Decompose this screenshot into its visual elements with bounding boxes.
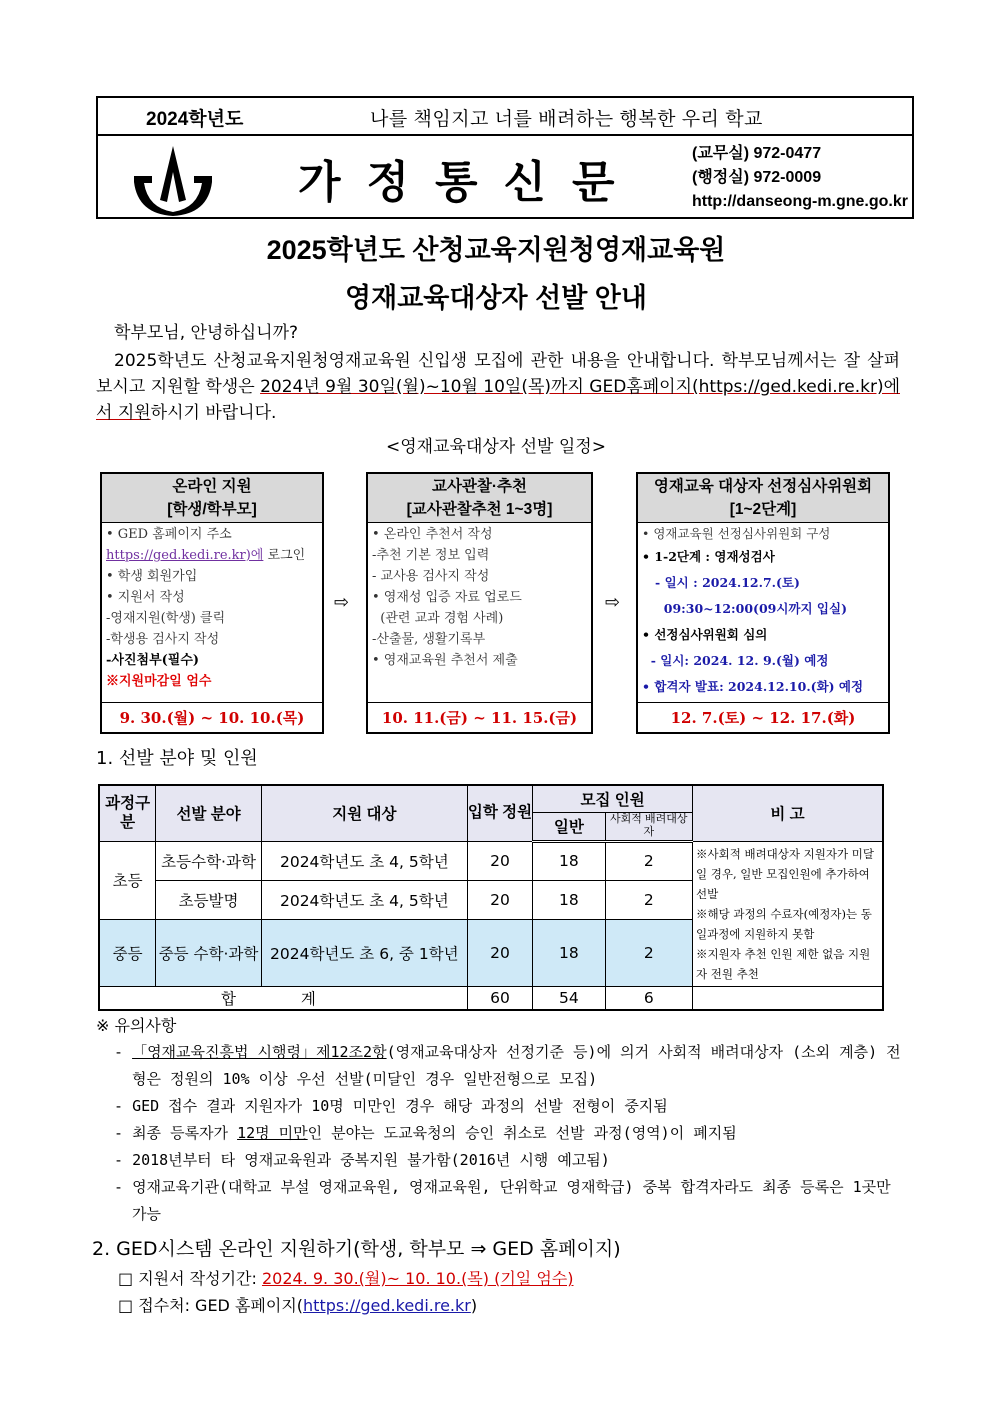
intro-deadline: 2024년 9월 30일(월)~10월 10일(목)까지 GED홈페이지(https://ged.kedi.re.kr)에서 지원 [96, 377, 900, 423]
step-period: 9. 30.(월) ~ 10. 10.(목) [119, 709, 305, 727]
cell-total-label: 합 계 [99, 986, 467, 1010]
phone-academic: (교무실) 972-0477 [692, 145, 822, 162]
arrow-right-icon: ⇨ [605, 592, 621, 613]
col-remarks: 비 고 [692, 785, 883, 841]
cell-quota: 20 [467, 919, 532, 986]
caution-item: - 2018년부터 타 영재교육원과 중복지원 불가함(2016년 시행 예고됨) [114, 1151, 610, 1169]
contact-info [692, 142, 908, 214]
cell-general: 18 [533, 880, 605, 919]
caution-item: - GED 접수 결과 지원자가 10명 미만인 경우 해당 과정의 선발 전형이 중지됨 [114, 1097, 668, 1115]
schedule-step-teacher-recommend [366, 472, 593, 734]
cell-total-general: 54 [533, 986, 605, 1010]
schedule-step-online-apply [100, 472, 324, 734]
masthead [96, 96, 914, 219]
col-social: 사회적 배려대상자 [605, 812, 692, 841]
apply-period-value: 2024. 9. 30.(월)~ 10. 10.(목) (기일 엄수) [261, 1269, 574, 1288]
step-period: 12. 7.(토) ~ 12. 17.(화) [670, 709, 856, 727]
col-field: 선발 분야 [156, 785, 262, 841]
cell-field: 초등발명 [156, 880, 262, 919]
cell-social: 2 [605, 880, 692, 919]
newsletter-title: 가정통신문 [298, 158, 641, 207]
doc-title-line2: 영재교육대상자 선발 안내 [345, 283, 647, 313]
intro-paragraph [96, 348, 900, 426]
step-period: 10. 11.(금) ~ 11. 15.(금) [381, 709, 578, 727]
school-logo-icon [128, 142, 218, 216]
cell-field: 초등수학·과학 [156, 841, 262, 880]
step-header: 교사관찰·추천 [교사관찰추천 1~3명] [368, 474, 591, 523]
cell-target: 2024학년도 초 4, 5학년 [261, 880, 467, 919]
cell-social: 2 [605, 919, 692, 986]
schedule-title: <영재교육대상자 선발 일정> [386, 437, 606, 457]
caution-item: - 영재교육기관(대학교 부설 영재교육원, 영재교육원, 단위학교 영재학급) 중복 합격자라도 최종 등록은 1곳만 가능 [114, 1178, 891, 1223]
school-motto: 나를 책임지고 너를 배려하는 행복한 우리 학교 [370, 109, 763, 130]
cell-total-quota: 60 [467, 986, 532, 1010]
cautions [96, 1012, 902, 1228]
step-header: 영재교육 대상자 선정심사위원회 [1~2단계] [638, 474, 888, 523]
cell-quota: 20 [467, 880, 532, 919]
cell-remarks: ※사회적 배려대상자 지원자가 미달일 경우, 일반 모집인원에 추가하여 선발 ※해당 과정의 수료자(예정자)는 동일과정에 지원하지 못함 ※지원자 추천 인원 제한 없음 지원자 전원 추천 [692, 841, 883, 986]
arrow-right-icon: ⇨ [334, 592, 350, 613]
cell-course: 초등 [99, 841, 156, 919]
cautions-heading: ※ 유의사항 [96, 1016, 177, 1035]
intro-text: 2025학년도 산청교육지원청영재교육원 신입생 모집에 관한 내용을 안내합니다. 학부모님께서는 잘 살펴보시고 지원할 학생은 [96, 351, 900, 397]
cell-total-remarks [692, 986, 883, 1010]
col-target: 지원 대상 [261, 785, 467, 841]
intro-text-end: 하시기 바랍니다. [150, 403, 277, 423]
cell-quota: 20 [467, 841, 532, 880]
ged-link[interactable]: https://ged.kedi.re.kr)에 [106, 548, 264, 563]
cell-general: 18 [533, 841, 605, 880]
cell-field: 중등 수학·과학 [156, 919, 262, 986]
apply-site: □ 접수처: GED 홈페이지(https://ged.kedi.re.kr) [118, 1296, 478, 1315]
caution-item: - 최종 등록자가 12명 미만인 분야는 도교육청의 승인 취소로 선발 과정(영역)이 폐지됨 [114, 1124, 737, 1142]
schedule-step-selection-committee [636, 472, 890, 734]
cell-total-social: 6 [605, 986, 692, 1010]
ged-site-link[interactable]: https://ged.kedi.re.kr [303, 1296, 471, 1315]
caution-item: - 「영재교육진흥법 시행령」제12조2항(영재교육대상자 선정기준 등)에 의거 사회적 배려대상자 (소외 계층) 전형은 정원의 10% 이상 우선 선발(미달인 경우 일반전형으로 모집) [114, 1043, 901, 1088]
step-body: • 영재교육원 선정심사위원회 구성 • 1-2단계 : 영재성검사 - 일시 : 2024.12.7.(토) 09:30~12:00(09시까지 입실) • 선정심사위원회 심의 - 일시: 2024. 12. 9.(월) 예정 • 합격자 발표: 2024.12.10.(화) 예정 [638, 523, 888, 703]
col-recruit: 모집 인원 [533, 785, 693, 812]
section2-heading: 2. GED시스템 온라인 지원하기(학생, 학부모 ⇒ GED 홈페이지) [92, 1238, 621, 1260]
col-general: 일반 [533, 812, 605, 841]
cell-course: 중등 [99, 919, 156, 986]
section1-heading: 1. 선발 분야 및 인원 [96, 748, 258, 769]
cell-target: 2024학년도 초 6, 중 1학년 [261, 919, 467, 986]
greeting: 학부모님, 안녕하십니까? [114, 323, 299, 343]
col-course: 과정구분 [99, 785, 156, 841]
school-url[interactable]: http://danseong-m.gne.go.kr [692, 193, 908, 210]
step-body: • 온라인 추천서 작성 -추천 기본 정보 입력 - 교사용 검사지 작성 • 영재성 입증 자료 업로드 (관련 교과 경험 사례) -산출물, 생활기록부 • 영재교육원 추천서 제출 [368, 523, 591, 703]
cell-social: 2 [605, 841, 692, 880]
phone-admin: (행정실) 972-0009 [692, 169, 822, 186]
school-year: 2024학년도 [146, 109, 244, 130]
table-row [99, 841, 883, 880]
apply-period: □ 지원서 작성기간: 2024. 9. 30.(월)~ 10. 10.(목) (기일 엄수) [118, 1269, 574, 1288]
masthead-top-row [98, 98, 912, 136]
doc-title-line1: 2025학년도 산청교육지원청영재교육원 [266, 235, 726, 265]
step-body: • GED 홈페이지 주소 https://ged.kedi.re.kr)에 로그인 • 학생 회원가입 • 지원서 작성 -영재지원(학생) 클릭 -학생용 검사지 작성 -사진첨부(필수) ※지원마감일 엄수 [102, 523, 322, 703]
cell-target: 2024학년도 초 4, 5학년 [261, 841, 467, 880]
col-quota: 입학 정원 [467, 785, 532, 841]
table-total-row [99, 986, 883, 1010]
selection-table [98, 784, 884, 1011]
cell-general: 18 [533, 919, 605, 986]
step-header: 온라인 지원 [학생/학부모] [102, 474, 322, 523]
